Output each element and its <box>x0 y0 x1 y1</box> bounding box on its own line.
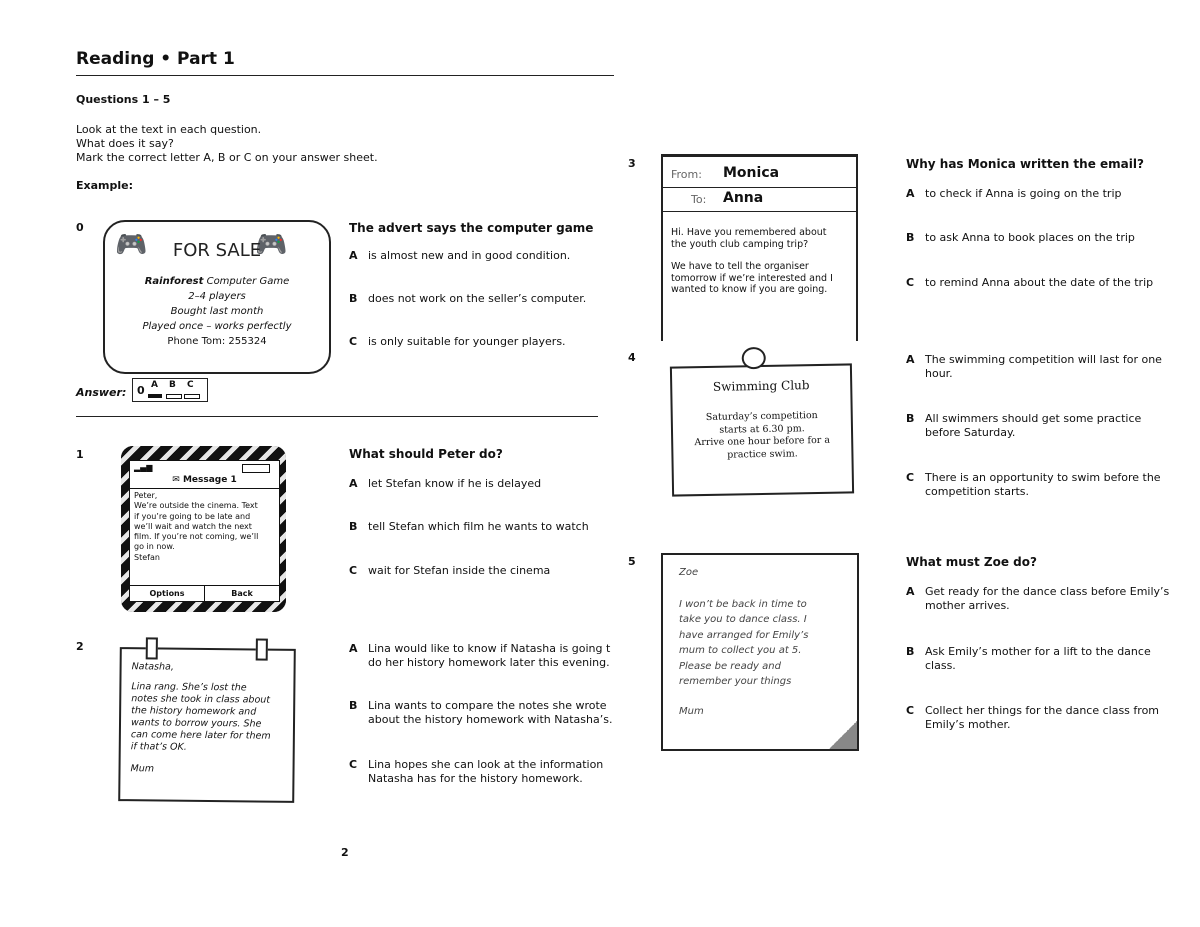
page-title: Reading • Part 1 <box>76 49 235 69</box>
q2-option-b[interactable]: B Lina wants to compare the notes she wrote about the history homework with Natasha’s. <box>349 699 613 726</box>
phone-back-button[interactable]: Back <box>205 585 279 601</box>
example-question: The advert says the computer game <box>349 221 594 235</box>
section-divider <box>76 416 598 417</box>
q5-option-c[interactable]: C Collect her things for the dance class from Emily’s mother. <box>906 704 1160 731</box>
note-line: mum to collect you at 5. <box>679 645 802 656</box>
note-greeting: Natasha, <box>131 661 174 673</box>
advert-title: FOR SALE <box>172 240 262 261</box>
instructions <box>76 123 378 165</box>
signal-icon: ▂▄▆ <box>134 463 153 472</box>
q1-option-a[interactable]: A let Stefan know if he is delayed <box>349 477 542 490</box>
email-line: Hi. Have you remembered about <box>671 227 827 238</box>
answer-mark-filled <box>148 394 162 398</box>
email-line: the youth club camping trip? <box>671 238 809 250</box>
message-title: Message 1 <box>182 475 237 485</box>
note-line: remember your things <box>679 676 792 687</box>
message-line: Peter, <box>134 491 158 500</box>
phone-screen <box>129 460 280 602</box>
answer-letter-b: B <box>169 380 176 390</box>
question-number-4: 4 <box>628 351 636 364</box>
question-number-0: 0 <box>76 221 84 234</box>
email-to-row <box>663 188 856 212</box>
note-line: the history homework and <box>131 705 257 718</box>
q1-question: What should Peter do? <box>349 447 503 461</box>
message-line: go in now. <box>134 542 175 552</box>
advert-card <box>103 220 331 374</box>
from-label: From: <box>671 168 702 181</box>
answer-mark-empty <box>184 394 200 399</box>
message-line: film. If you’re not coming, we’ll <box>134 532 259 542</box>
q4-option-b[interactable]: B All swimmers should get some practice before Saturday. <box>906 412 1142 439</box>
advert-line: Bought last month <box>170 306 264 317</box>
q5-option-a[interactable]: A Get ready for the dance class before Emily’s mother arrives. <box>906 585 1170 612</box>
q3-question: Why has Monica written the email? <box>906 157 1144 171</box>
advert-line: 2–4 players <box>188 291 246 302</box>
message-line: we’ll wait and watch the next <box>134 521 252 531</box>
instruction-line: Look at the text in each question. <box>76 123 262 136</box>
sign-line: practice swim. <box>727 447 798 461</box>
phone-frame <box>121 446 286 612</box>
example-option-a[interactable]: A is almost new and in good condition. <box>349 249 571 262</box>
email-line: tomorrow if we’re interested and I <box>671 272 833 284</box>
question-number-2: 2 <box>76 640 84 653</box>
questions-range: Questions 1 – 5 <box>76 93 171 106</box>
curled-corner <box>829 721 857 749</box>
note-line: take you to dance class. I <box>679 614 807 625</box>
q2-option-c[interactable]: C Lina hopes she can look at the information Natasha has for the history homework. <box>349 758 604 785</box>
to-value: Anna <box>723 190 764 206</box>
gamepad-icon: 🎮 <box>255 230 288 260</box>
q5-question: What must Zoe do? <box>906 555 1037 569</box>
phone-options-button[interactable]: Options <box>130 585 205 601</box>
answer-number: 0 <box>137 384 145 397</box>
sign-title: Swimming Club <box>712 378 810 394</box>
message-line: if you’re going to be late and <box>134 511 251 521</box>
note-sign: Mum <box>130 763 155 775</box>
clip-icon <box>146 637 158 659</box>
q1-option-c[interactable]: C wait for Stefan inside the cinema <box>349 564 551 577</box>
page-number: 2 <box>341 846 349 859</box>
email-from-row <box>663 163 856 188</box>
note-line: wants to borrow yours. She <box>130 717 262 730</box>
club-sign <box>670 363 854 496</box>
instruction-line: What does it say? <box>76 137 174 150</box>
note-line: Lina rang. She’s lost the <box>131 681 247 694</box>
battery-icon <box>242 464 270 473</box>
question-number-1: 1 <box>76 448 84 461</box>
note-line: I won’t be back in time to <box>679 598 807 610</box>
from-value: Monica <box>723 165 780 181</box>
note-greeting: Zoe <box>679 567 699 578</box>
note-line: can come here later for them <box>130 729 271 742</box>
q3-option-a[interactable]: A to check if Anna is going on the trip <box>906 187 1122 200</box>
sign-line: starts at 6.30 pm. <box>719 422 805 436</box>
message-line: Stefan <box>134 552 160 562</box>
example-label: Example: <box>76 179 133 192</box>
note-line: have arranged for Emily’s <box>679 629 809 641</box>
q4-option-c[interactable]: C There is an opportunity to swim before the competition starts. <box>906 471 1161 498</box>
sign-line: Arrive one hour before for a <box>694 434 831 449</box>
instruction-line: Mark the correct letter A, B or C on your answer sheet. <box>76 151 378 164</box>
answer-letter-c: C <box>187 380 194 390</box>
note-line: Please be ready and <box>679 660 781 672</box>
q3-option-c[interactable]: C to remind Anna about the date of the trip <box>906 276 1154 289</box>
q4-option-a[interactable]: A The swimming competition will last for one hour. <box>906 353 1162 380</box>
answer-label: Answer: <box>76 386 127 399</box>
note-sign: Mum <box>679 705 704 717</box>
email-window <box>661 154 858 341</box>
q2-option-a[interactable]: A Lina would like to know if Natasha is going t do her history homework later this evening. <box>349 642 611 669</box>
advert-line: Played once – works perfectly <box>142 321 292 332</box>
q5-option-b[interactable]: B Ask Emily’s mother for a lift to the dance class. <box>906 645 1151 672</box>
envelope-icon: ✉ <box>172 475 180 485</box>
email-line: wanted to know if you are going. <box>671 284 828 295</box>
advert-line: Rainforest Computer Game <box>144 276 290 287</box>
question-number-3: 3 <box>628 157 636 170</box>
message-header <box>130 475 279 485</box>
note-line: if that’s OK. <box>130 741 187 753</box>
note-line: notes she took in class about <box>131 693 271 706</box>
note-card <box>661 553 859 751</box>
sign-line: Saturday’s competition <box>705 410 818 423</box>
answer-box <box>132 378 208 402</box>
q3-option-b[interactable]: B to ask Anna to book places on the trip <box>906 231 1135 244</box>
advert-line: Phone Tom: 255324 <box>167 336 267 347</box>
answer-mark-empty <box>166 394 182 399</box>
hanging-ring-icon <box>742 347 766 369</box>
example-option-b[interactable]: B does not work on the seller’s computer. <box>349 292 587 305</box>
clip-icon <box>256 639 268 661</box>
note-paper <box>118 647 296 803</box>
to-label: To: <box>691 193 707 206</box>
answer-letter-a: A <box>151 380 158 390</box>
example-option-c[interactable]: C is only suitable for younger players. <box>349 335 566 348</box>
question-number-5: 5 <box>628 555 636 568</box>
q1-option-b[interactable]: B tell Stefan which film he wants to watch <box>349 520 589 533</box>
gamepad-icon: 🎮 <box>115 230 148 260</box>
email-line: We have to tell the organiser <box>671 261 809 272</box>
message-header-rule <box>130 488 279 489</box>
title-rule <box>76 75 614 76</box>
message-line: We’re outside the cinema. Text <box>134 501 258 511</box>
